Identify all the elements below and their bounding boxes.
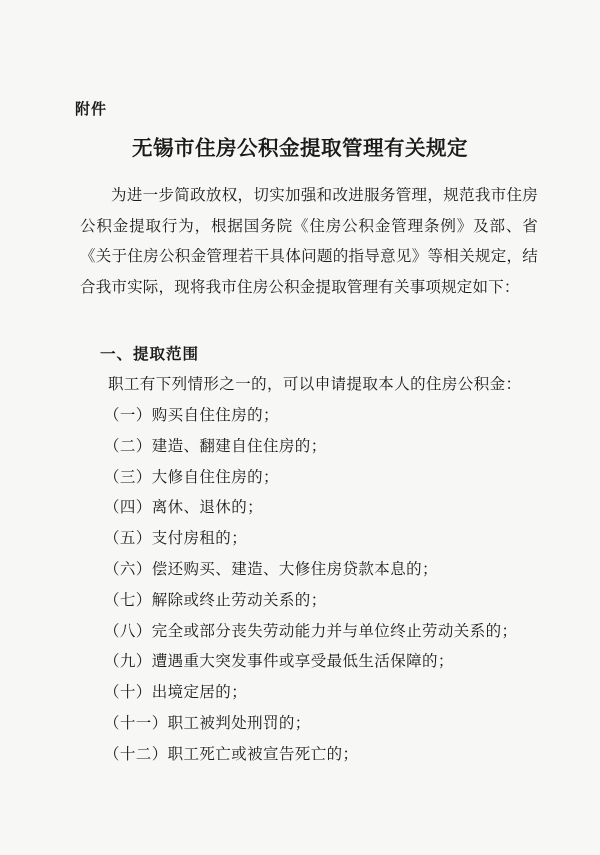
list-item: （三）大修自住住房的；	[104, 467, 279, 486]
list-item: （七）解除或终止劳动关系的；	[104, 590, 327, 609]
list-item: （八）完全或部分丧失劳动能力并与单位终止劳动关系的；	[104, 621, 518, 640]
intro-paragraph: 为进一步简政放权，切实加强和改进服务管理，规范我市住房公积金提取行为，根据国务院《住房公积金管理条例》及部、省《关于住房公积金管理若干具体问题的指导意见》等相关规定，结合我市实际，现将我市住房公积金提取管理有关事项规定如下：	[80, 186, 538, 296]
attachment-label: 附件	[75, 100, 108, 118]
list-item: （十）出境定居的；	[104, 683, 248, 702]
section-lead: 职工有下列情形之一的，可以申请提取本人的住房公积金：	[108, 375, 522, 393]
list-item: （六）偿还购买、建造、大修住房贷款本息的；	[104, 559, 438, 578]
list-item: （十二）职工死亡或被宣告死亡的；	[104, 744, 359, 763]
list-item: （五）支付房租的；	[104, 529, 248, 548]
withdrawal-conditions-list	[104, 403, 517, 773]
list-item: （九）遭遇重大突发事件或享受最低生活保障的；	[104, 652, 454, 671]
document-title: 无锡市住房公积金提取管理有关规定	[132, 136, 468, 160]
list-item: （十一）职工被判处刑罚的；	[104, 713, 311, 732]
section-heading: 一、提取范围	[100, 345, 200, 363]
list-item: （四）离休、退休的；	[104, 498, 264, 517]
list-item: （二）建造、翻建自住住房的；	[104, 436, 327, 455]
list-item: （一）购买自住住房的；	[104, 406, 279, 424]
